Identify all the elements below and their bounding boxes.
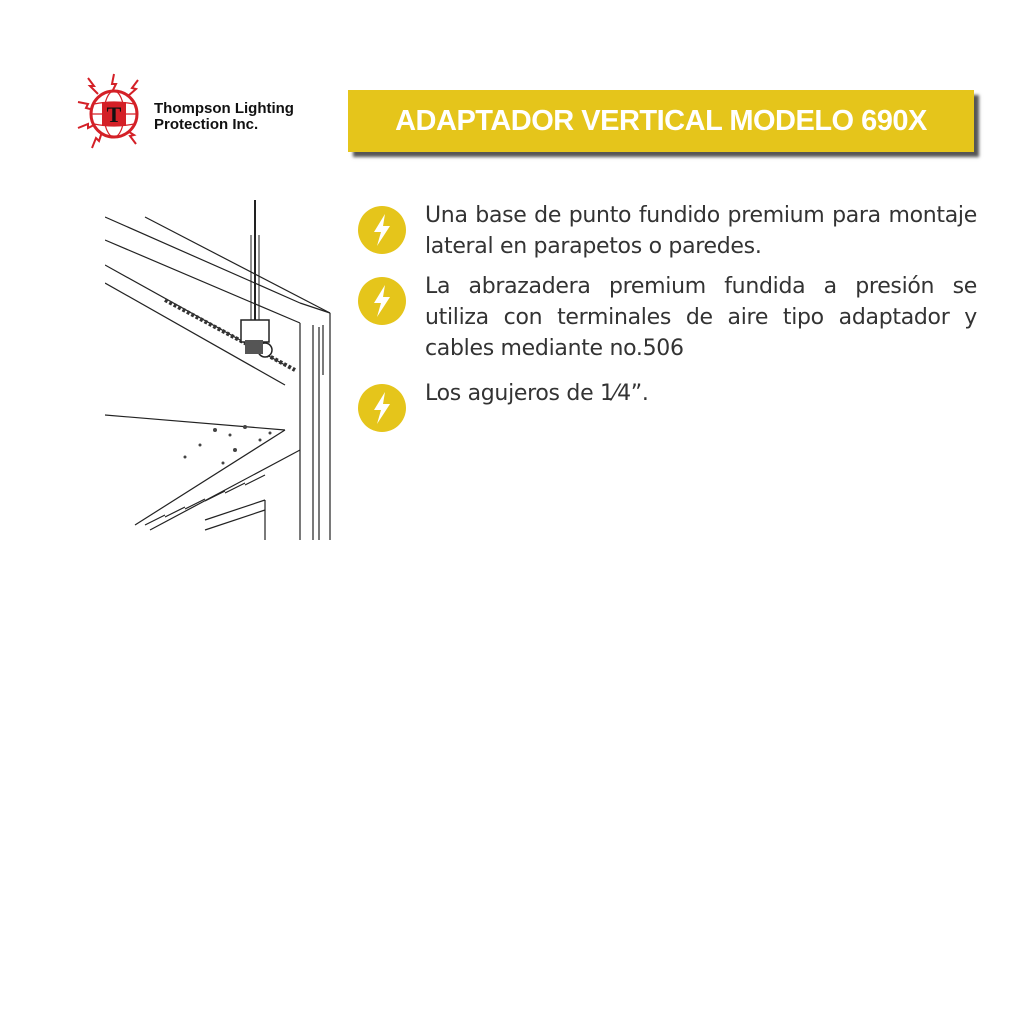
list-item	[355, 378, 977, 409]
list-item-text: Una base de punto fundido premium para montaje lateral en parapetos o paredes.	[425, 203, 977, 259]
brand-name	[154, 101, 294, 133]
list-item-text: Los agujeros de 1⁄4”.	[425, 381, 649, 406]
list-item-text: La abrazadera premium fundida a presión se utiliza con terminales de aire tipo adaptador y cables mediante no.506	[425, 274, 977, 361]
brand-name-line2: Protection Inc.	[154, 116, 259, 133]
parapet-adapter-illustration	[105, 195, 340, 545]
brand-logo	[74, 72, 324, 152]
title-banner	[348, 90, 974, 152]
lightning-globe-logo-icon	[74, 72, 152, 152]
brand-name-line1: Thompson Lighting	[154, 100, 294, 117]
feature-list	[355, 200, 977, 418]
logo-letter: T	[106, 102, 122, 127]
list-item	[355, 271, 977, 364]
page-title: ADAPTADOR VERTICAL MODELO 690X	[395, 104, 927, 137]
lightning-bolt-icon	[357, 383, 407, 433]
lightning-bolt-icon	[357, 205, 407, 255]
lightning-bolt-icon	[357, 276, 407, 326]
list-item	[355, 200, 977, 262]
